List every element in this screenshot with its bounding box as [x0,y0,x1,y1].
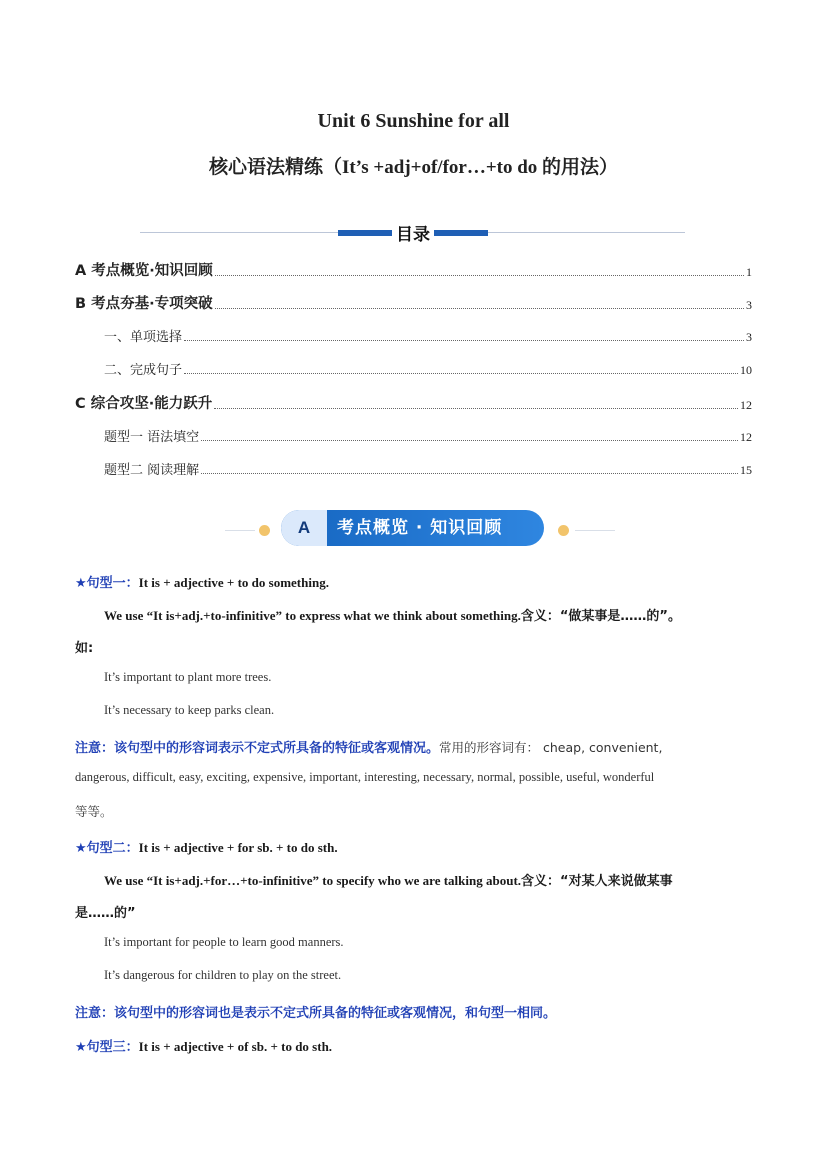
note-two [75,1002,556,1021]
pattern-three-heading [75,1036,332,1055]
pattern-one-meaning: 含义：“做某事是……的”。 [520,609,681,624]
pattern-three-formula: It is + adjective + of sb. + to do sth. [138,1039,333,1054]
pattern-two-formula: It is + adjective + for sb. + to do sth. [138,840,338,855]
pattern-one-explanation-en: We use “It is+adj.+to-infinitive” to express what we think about something. [104,608,521,623]
toc-header [140,220,685,244]
page-title: Unit 6 Sunshine for all [317,110,510,132]
pattern-one-label: ★句型一： [75,576,139,591]
toc-leader [201,440,738,441]
toc-entry-b1[interactable] [75,326,752,345]
pattern-two-label: ★句型二： [75,841,139,856]
toc-leader [201,473,738,474]
toc-entry-page: 10 [740,363,752,377]
pattern-one-formula: It is + adjective + to do something. [138,575,329,590]
pattern-two-meaning: 含义：“对某人来说做某事 [521,874,673,889]
pattern-two-heading [75,837,338,856]
note-two-emphasis: 注意：该句型中的形容词也是表示不定式所具备的特征或客观情况，和句型一相同。 [75,1006,557,1021]
toc-divider-right [488,232,685,233]
toc-heading: 目录 [396,225,430,245]
example-sentence: It’s important for people to learn good manners. [104,935,344,949]
toc-entry-b2[interactable] [75,359,752,378]
note-one-etc: 等等。 [75,804,113,819]
toc-entry-label: 题型一 语法填空 [104,430,200,445]
toc-leader [184,373,738,374]
example-sentence: It’s necessary to keep parks clean. [104,703,275,717]
pattern-two-explanation [104,870,673,889]
toc-entry-label: 题型二 阅读理解 [104,463,200,478]
note-one [75,737,662,756]
note-one-adjectives: 常用的形容词有： cheap, convenient, [439,740,663,755]
banner-line-right [575,530,615,531]
toc-leader [214,408,738,409]
banner-dot-left [259,525,270,536]
example-intro: 如: [75,641,94,656]
example-sentence: It’s important to plant more trees. [104,670,272,684]
page-subtitle: 核心语法精练（It’s +adj+of/for…+to do 的用法） [208,157,619,178]
toc-entry-c2[interactable] [75,459,752,478]
toc-leader [215,275,744,276]
banner-text: 考点概览 · 知识回顾 [337,518,503,538]
toc-entry-label: B 考点夯基·专项突破 [75,296,213,312]
toc-accent-left [338,230,392,236]
toc-entry-page: 3 [746,330,752,344]
pattern-one-explanation [104,605,681,624]
toc-entry-label: C 综合攻坚·能力跃升 [75,396,213,412]
toc-entry-page: 1 [746,265,752,279]
toc-leader [184,340,744,341]
toc-entry-page: 3 [746,298,752,312]
toc-entry-page: 12 [740,430,752,444]
pattern-two-meaning-cont: 是……的” [75,906,136,921]
toc-entry-a[interactable] [75,259,752,280]
example-sentence: It’s dangerous for children to play on the street. [104,968,342,982]
toc-divider-left [140,232,338,233]
toc-entry-c[interactable] [75,392,752,413]
toc-entry-label: 一、单项选择 [104,330,183,345]
toc-entry-c1[interactable] [75,426,752,445]
pattern-three-label: ★句型三： [75,1040,139,1055]
banner-dot-right [558,525,569,536]
pattern-two-explanation-en: We use “It is+adj.+for…+to-infinitive” to specify who we are talking about. [104,873,522,888]
note-one-emphasis: 注意：该句型中的形容词表示不定式所具备的特征或客观情况。 [75,741,440,756]
toc-leader [215,308,744,309]
toc-entry-label: 二、完成句子 [104,363,183,378]
pattern-one-heading [75,572,329,591]
toc-entry-b[interactable] [75,292,752,313]
toc-entry-label: A 考点概览·知识回顾 [75,263,213,279]
toc-accent-right [434,230,488,236]
banner-letter: A [281,510,327,546]
toc-entry-page: 15 [740,463,752,477]
toc-entry-page: 12 [740,398,752,412]
section-banner-a [225,508,615,550]
banner-line-left [225,530,255,531]
note-one-adjective-list: dangerous, difficult, easy, exciting, expensive, important, interesting, necessary, normal, possible, useful, wonderful [75,770,655,784]
